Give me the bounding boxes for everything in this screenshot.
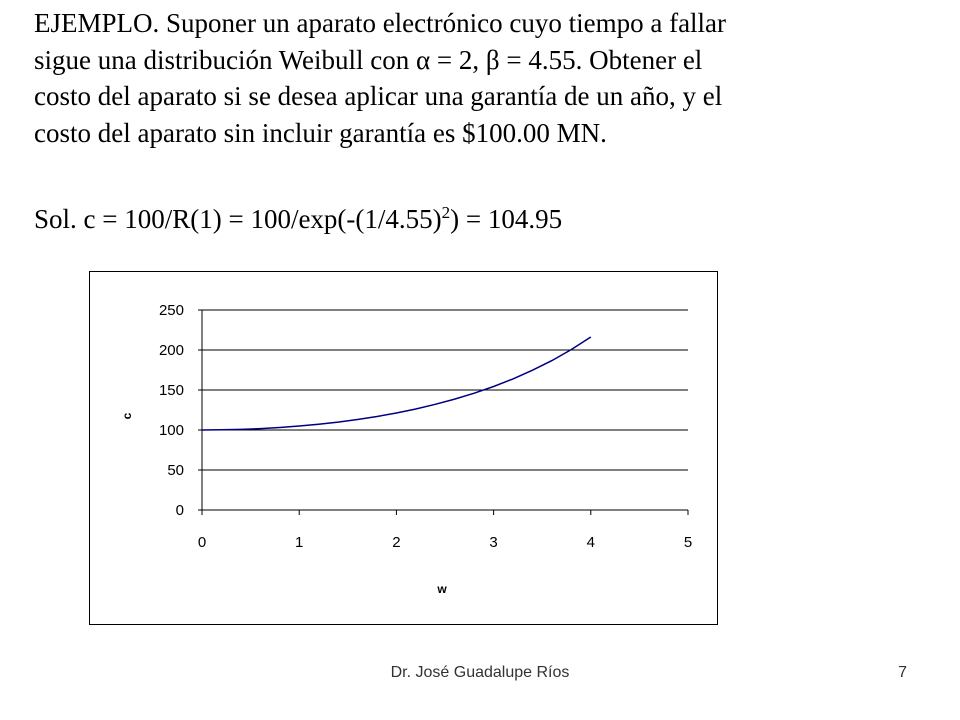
y-axis-title: c bbox=[120, 412, 134, 420]
x-tick-label: 2 bbox=[392, 534, 401, 551]
problem-line: costo del aparato sin incluir garantía es $100.00 MN. bbox=[34, 117, 607, 148]
y-tick-label: 200 bbox=[158, 342, 184, 359]
solution-formula bbox=[34, 201, 562, 237]
x-tick-label: 1 bbox=[295, 534, 304, 551]
x-tick-label: 3 bbox=[489, 534, 498, 551]
y-tick-label: 150 bbox=[158, 382, 184, 399]
x-tick-label: 0 bbox=[197, 534, 207, 551]
line-chart bbox=[90, 272, 717, 624]
solution-text: Sol. c = 100/R(1) = 100/exp(-(1/4.55) bbox=[34, 204, 442, 234]
x-tick-label: 4 bbox=[586, 534, 595, 551]
data-series-line bbox=[202, 337, 591, 430]
problem-line: sigue una distribución Weibull con α = 2, β = 4.55. Obtener el bbox=[34, 44, 703, 75]
y-tick-label: 250 bbox=[158, 302, 184, 319]
x-tick-label: 5 bbox=[683, 534, 693, 551]
problem-statement bbox=[34, 5, 934, 151]
problem-line: EJEMPLO. Suponer un aparato electrónico cuyo tiempo a fallar bbox=[34, 8, 727, 38]
solution-result: ) = 104.95 bbox=[450, 204, 563, 234]
y-tick-label: 100 bbox=[158, 422, 184, 439]
solution-exponent: 2 bbox=[441, 203, 451, 222]
y-tick-label: 0 bbox=[175, 502, 184, 519]
chart-container bbox=[89, 271, 718, 625]
y-tick-label: 50 bbox=[167, 462, 184, 479]
page-number: 7 bbox=[898, 664, 907, 681]
footer-author: Dr. José Guadalupe Ríos bbox=[390, 664, 570, 681]
x-axis-title: w bbox=[437, 582, 447, 596]
problem-line: costo del aparato si se desea aplicar una garantía de un año, y el bbox=[34, 81, 723, 111]
